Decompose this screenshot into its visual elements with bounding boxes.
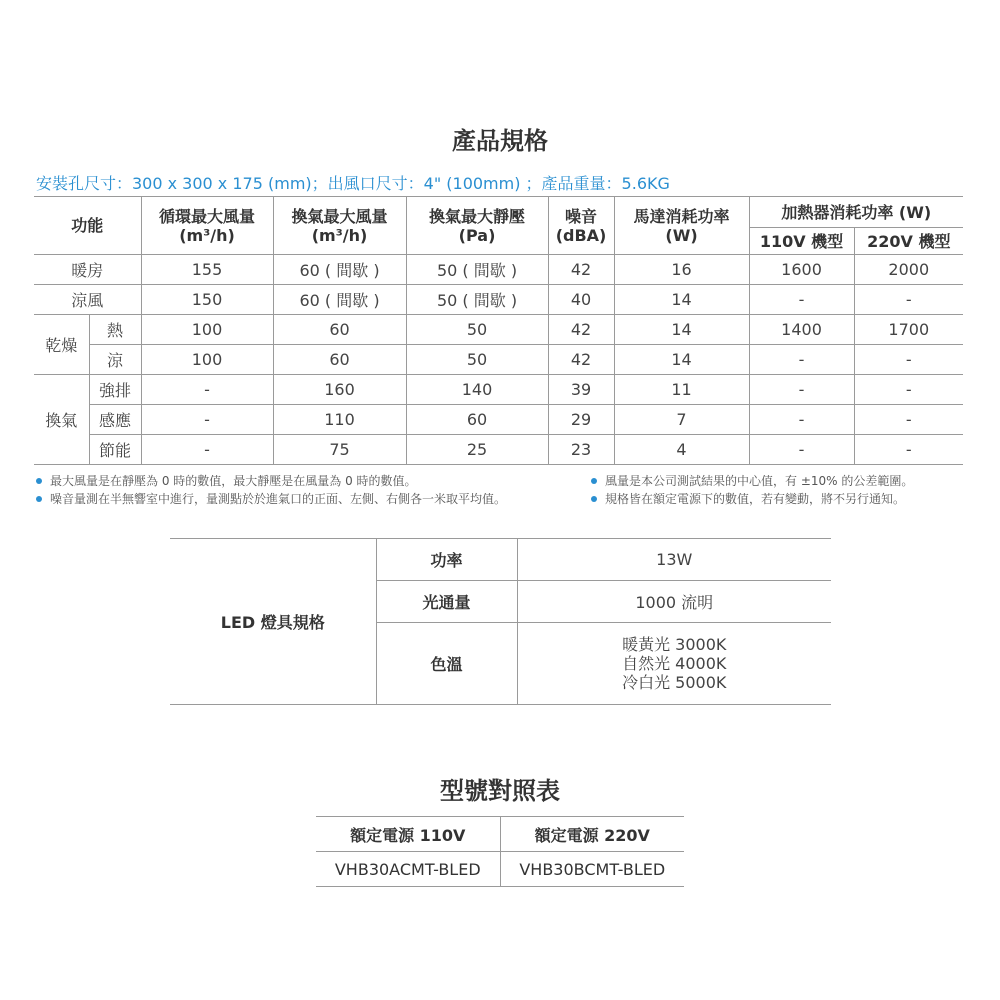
cell-motor: 7 — [614, 405, 749, 435]
led-power-label: 功率 — [376, 539, 517, 581]
cell-motor: 4 — [614, 435, 749, 465]
model-table — [316, 816, 684, 887]
header-motor-power-label: 馬達消耗功率 — [633, 206, 730, 226]
led-flux-value: 1000 流明 — [517, 581, 831, 623]
install-dimensions-subtitle: 安裝孔尺寸：300 x 300 x 175 (mm)；出風口尺寸：4" (100mm) ；產品重量：5.6KG — [36, 174, 670, 193]
cell-noise: 29 — [548, 405, 614, 435]
cell-noise: 42 — [548, 255, 614, 285]
cell-h110: 1400 — [749, 315, 854, 345]
cell-static: 140 — [406, 375, 548, 405]
cell-exh: 75 — [273, 435, 406, 465]
cell-h220: - — [854, 435, 963, 465]
led-title: LED 燈具規格 — [170, 539, 376, 705]
header-max-exh-label: 換氣最大風量 — [291, 206, 388, 226]
led-cct-values — [517, 623, 831, 705]
table-row — [34, 405, 963, 435]
cell-h220: - — [854, 405, 963, 435]
cct-natural: 自然光 4000K — [622, 654, 727, 673]
table-row — [34, 285, 963, 315]
cct-cool: 冷白光 5000K — [622, 673, 727, 692]
cell-circ: - — [141, 405, 273, 435]
header-noise-label: 噪音 — [565, 206, 598, 226]
note-item — [36, 490, 506, 507]
cell-circ: - — [141, 435, 273, 465]
cell-circ: 100 — [141, 345, 273, 375]
cell-static: 50 — [406, 345, 548, 375]
header-model-220: 220V 機型 — [854, 228, 963, 255]
cell-motor: 14 — [614, 285, 749, 315]
cell-h110: - — [749, 345, 854, 375]
led-cct-label: 色溫 — [376, 623, 517, 705]
cell-h110: - — [749, 285, 854, 315]
cell-noise: 40 — [548, 285, 614, 315]
note-text: 風量是本公司測試結果的中心值，有 ±10% 的公差範圍。 — [605, 474, 914, 488]
header-motor-power — [614, 197, 749, 255]
header-220v: 額定電源 220V — [500, 817, 684, 852]
cell-h220: 2000 — [854, 255, 963, 285]
note-item — [591, 490, 905, 507]
table-row — [34, 255, 963, 285]
note-text: 規格皆在額定電源下的數值，若有變動，將不另行通知。 — [605, 492, 906, 506]
cell-circ: 100 — [141, 315, 273, 345]
cell-h220: - — [854, 345, 963, 375]
cell-static: 50 ( 間歇 ) — [406, 285, 548, 315]
note-text: 噪音量測在半無響室中進行，量測點於於進氣口的正面、左側、右側各一米取平均值。 — [50, 492, 507, 506]
cct-warm: 暖黃光 3000K — [622, 635, 727, 654]
cell-noise: 42 — [548, 315, 614, 345]
cell-static: 50 — [406, 315, 548, 345]
header-motor-power-unit: (W) — [665, 225, 698, 245]
cell-exh: 110 — [273, 405, 406, 435]
row-label: 感應 — [89, 405, 141, 435]
header-max-static-unit: (Pa) — [458, 225, 496, 245]
header-function: 功能 — [34, 197, 141, 255]
cell-exh: 60 — [273, 315, 406, 345]
group-label-vent: 換氣 — [34, 375, 89, 465]
header-noise — [548, 197, 614, 255]
cell-h110: - — [749, 375, 854, 405]
spec-table — [34, 196, 963, 465]
spec-title: 產品規格 — [452, 127, 548, 155]
table-row — [170, 539, 831, 581]
cell-h110: - — [749, 405, 854, 435]
note-text: 最大風量是在靜壓為 0 時的數值，最大靜壓是在風量為 0 時的數值。 — [50, 474, 417, 488]
note-item — [36, 472, 417, 489]
cell-static: 60 — [406, 405, 548, 435]
group-label-dry: 乾燥 — [34, 315, 89, 375]
header-max-circ — [141, 197, 273, 255]
table-row — [34, 345, 963, 375]
spec-header-row — [34, 197, 963, 228]
header-110v: 額定電源 110V — [316, 817, 500, 852]
header-max-exh-unit: (m³/h) — [311, 225, 368, 245]
cell-noise: 39 — [548, 375, 614, 405]
row-label: 節能 — [89, 435, 141, 465]
table-row — [34, 375, 963, 405]
cell-motor: 11 — [614, 375, 749, 405]
cell-static: 25 — [406, 435, 548, 465]
cell-h220: - — [854, 285, 963, 315]
table-row — [34, 315, 963, 345]
led-flux-label: 光通量 — [376, 581, 517, 623]
cell-motor: 14 — [614, 315, 749, 345]
cell-h220: 1700 — [854, 315, 963, 345]
row-label: 熱 — [89, 315, 141, 345]
table-row — [316, 817, 684, 852]
header-model-110: 110V 機型 — [749, 228, 854, 255]
cell-circ: 150 — [141, 285, 273, 315]
header-max-static-label: 換氣最大靜壓 — [429, 206, 526, 226]
cell-static: 50 ( 間歇 ) — [406, 255, 548, 285]
table-row — [34, 435, 963, 465]
bullet-dot-icon — [36, 496, 42, 502]
model-220v: VHB30BCMT-BLED — [500, 852, 684, 887]
header-heater-power: 加熱器消耗功率 (W) — [749, 197, 963, 228]
led-spec-table — [170, 538, 831, 705]
cell-h220: - — [854, 375, 963, 405]
bullet-dot-icon — [591, 478, 597, 484]
table-row — [316, 852, 684, 887]
row-label: 涼 — [89, 345, 141, 375]
row-label: 涼風 — [34, 285, 141, 315]
cell-h110: - — [749, 435, 854, 465]
cell-motor: 16 — [614, 255, 749, 285]
header-max-static — [406, 197, 548, 255]
row-label: 暖房 — [34, 255, 141, 285]
cell-noise: 42 — [548, 345, 614, 375]
cell-exh: 60 ( 間歇 ) — [273, 285, 406, 315]
led-power-value: 13W — [517, 539, 831, 581]
row-label: 強排 — [89, 375, 141, 405]
cell-circ: - — [141, 375, 273, 405]
bullet-dot-icon — [591, 496, 597, 502]
header-noise-unit: (dBA) — [555, 225, 607, 245]
header-max-circ-label: 循環最大風量 — [159, 206, 256, 226]
cell-exh: 60 — [273, 345, 406, 375]
cell-noise: 23 — [548, 435, 614, 465]
cell-exh: 160 — [273, 375, 406, 405]
cell-circ: 155 — [141, 255, 273, 285]
note-item — [591, 472, 913, 489]
model-110v: VHB30ACMT-BLED — [316, 852, 500, 887]
header-max-exh — [273, 197, 406, 255]
bullet-dot-icon — [36, 478, 42, 484]
cell-exh: 60 ( 間歇 ) — [273, 255, 406, 285]
cell-motor: 14 — [614, 345, 749, 375]
cell-h110: 1600 — [749, 255, 854, 285]
model-title: 型號對照表 — [440, 777, 560, 805]
header-max-circ-unit: (m³/h) — [179, 225, 235, 245]
